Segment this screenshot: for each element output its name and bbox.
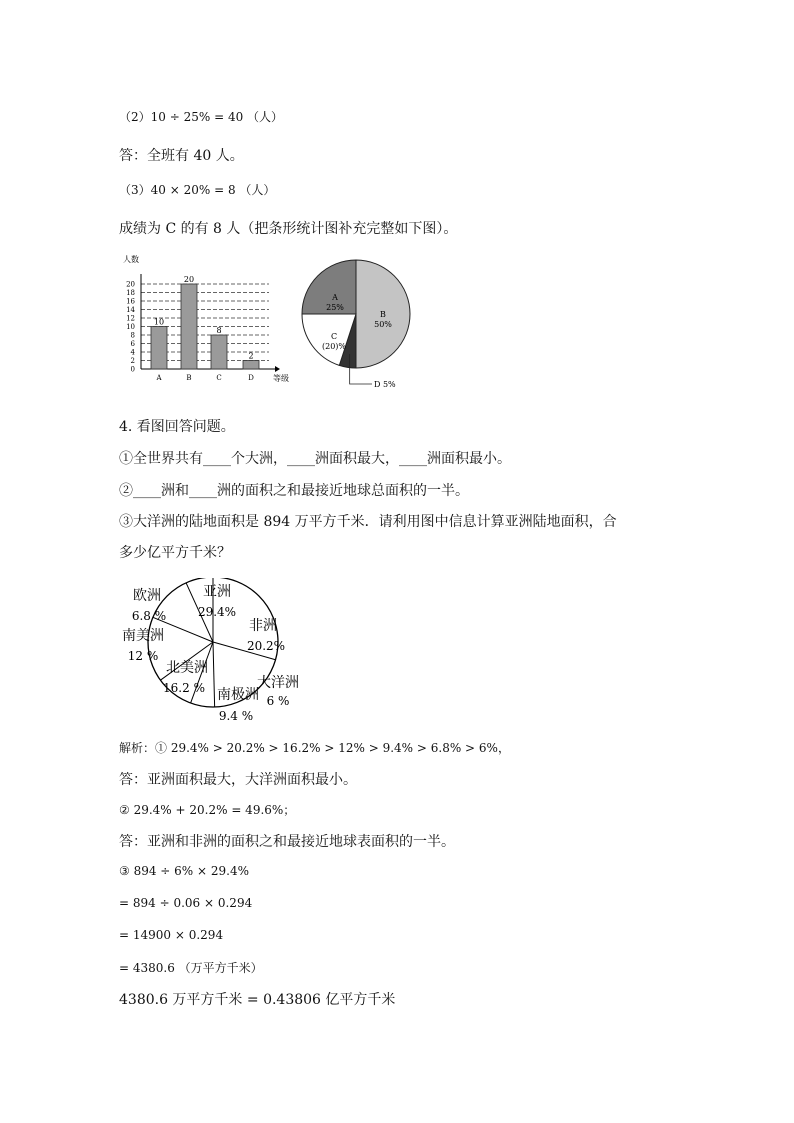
- analysis-ranking: 解析：① 29.4% > 20.2% > 16.2% > 12% > 9.4% > 6.8% > 6%，: [119, 741, 510, 755]
- y-tick-label: 12: [126, 314, 135, 323]
- y-tick-label: 8: [130, 331, 135, 340]
- calc-step-3: = 14900 × 0.294: [119, 928, 224, 942]
- continent-label: 北美洲: [166, 660, 208, 676]
- slice-label-b: B: [380, 310, 386, 319]
- x-tick-label: C: [216, 374, 222, 382]
- answer-half-area: 答：亚洲和非洲的面积之和最接近地球表面积的一半。: [119, 834, 455, 850]
- question-4-part-2: ②____洲和____洲的面积之和最接近地球总面积的一半。: [119, 483, 469, 499]
- continent-label: 亚洲: [203, 584, 231, 600]
- calc-step-1: ③ 894 ÷ 6% × 29.4%: [119, 864, 250, 878]
- bar-c: [211, 335, 227, 369]
- y-tick-label: 2: [130, 357, 135, 365]
- continent-label: 非洲: [249, 618, 277, 634]
- slice-pct-c: (20)%: [321, 342, 347, 351]
- slice-label-a: A: [332, 293, 338, 302]
- continent-label: 南美洲: [122, 628, 164, 644]
- grade-c-statement: 成绩为 C 的有 8 人（把条形统计图补充完整如下图）。: [119, 221, 458, 237]
- continent-pct: 9.4 %: [218, 709, 254, 723]
- slice-pct-a: 25%: [326, 303, 344, 312]
- continent-label: 大洋洲: [257, 675, 299, 691]
- continent-area-pie-chart: [120, 578, 305, 728]
- answer-largest-smallest: 答：亚洲面积最大，大洋洲面积最小。: [119, 772, 357, 788]
- solution-step-3: （3）40 × 20% = 8 （人）: [119, 183, 276, 197]
- question-4-part-1: ①全世界共有____个大洲，____洲面积最大，____洲面积最小。: [119, 451, 511, 467]
- y-tick-label: 14: [126, 306, 135, 314]
- question-4-title: 4. 看图回答问题。: [119, 419, 235, 435]
- continent-label: 欧洲: [133, 588, 161, 604]
- y-tick-label: 10: [126, 323, 135, 331]
- continent-pct: 12 %: [127, 649, 159, 663]
- continent-label: 南极洲: [217, 687, 259, 703]
- y-tick-label: 0: [130, 365, 135, 374]
- continent-pct: 6.8 %: [131, 609, 167, 623]
- continent-pct: 20.2%: [246, 639, 286, 653]
- x-axis-label: 等级: [273, 374, 289, 383]
- x-tick-label: A: [156, 374, 162, 382]
- question-4-part-3-cont: 多少亿平方千米？: [119, 545, 231, 561]
- y-axis-label: 人数: [123, 255, 139, 264]
- bar-value-label: 20: [183, 275, 195, 284]
- slice-pct-b: 50%: [374, 320, 392, 329]
- bar-value-label: 10: [153, 317, 165, 327]
- question-4-part-3: ③大洋洲的陆地面积是 894 万平方千米．请利用图中信息计算亚洲陆地面积，合: [119, 514, 617, 530]
- continent-pct: 6 %: [266, 694, 290, 708]
- analysis-sum: ② 29.4% + 20.2% = 49.6%；: [119, 803, 296, 817]
- calc-step-4: = 4380.6 （万平方千米）: [119, 961, 263, 975]
- grade-bar-chart: [119, 252, 291, 392]
- slice-label-d: D 5%: [374, 380, 396, 389]
- y-tick-label: 18: [126, 289, 135, 297]
- y-tick-label: 16: [126, 297, 135, 306]
- y-tick-label: 4: [130, 348, 135, 357]
- bar-value-label: 8: [216, 326, 222, 335]
- answer-class-total: 答：全班有 40 人。: [119, 148, 244, 164]
- continent-pct: 16.2 %: [163, 681, 205, 695]
- bar-d: [243, 361, 259, 370]
- y-tick-label: 6: [130, 340, 135, 348]
- x-tick-label: D: [248, 374, 254, 382]
- x-axis-arrow: [275, 366, 280, 372]
- grade-pie-chart: [300, 258, 420, 394]
- x-tick-label: B: [186, 374, 192, 382]
- bar-value-label: 2: [248, 351, 254, 361]
- bar-a: [151, 327, 167, 370]
- calc-step-2: = 894 ÷ 0.06 × 0.294: [119, 896, 253, 910]
- final-conversion: 4380.6 万平方千米 = 0.43806 亿平方千米: [119, 992, 396, 1008]
- bar-b: [181, 284, 197, 369]
- slice-label-c: C: [330, 332, 338, 341]
- solution-step-2: （2）10 ÷ 25% = 40 （人）: [119, 110, 284, 124]
- y-tick-label: 20: [126, 280, 135, 289]
- continent-pct: 29.4%: [197, 605, 237, 619]
